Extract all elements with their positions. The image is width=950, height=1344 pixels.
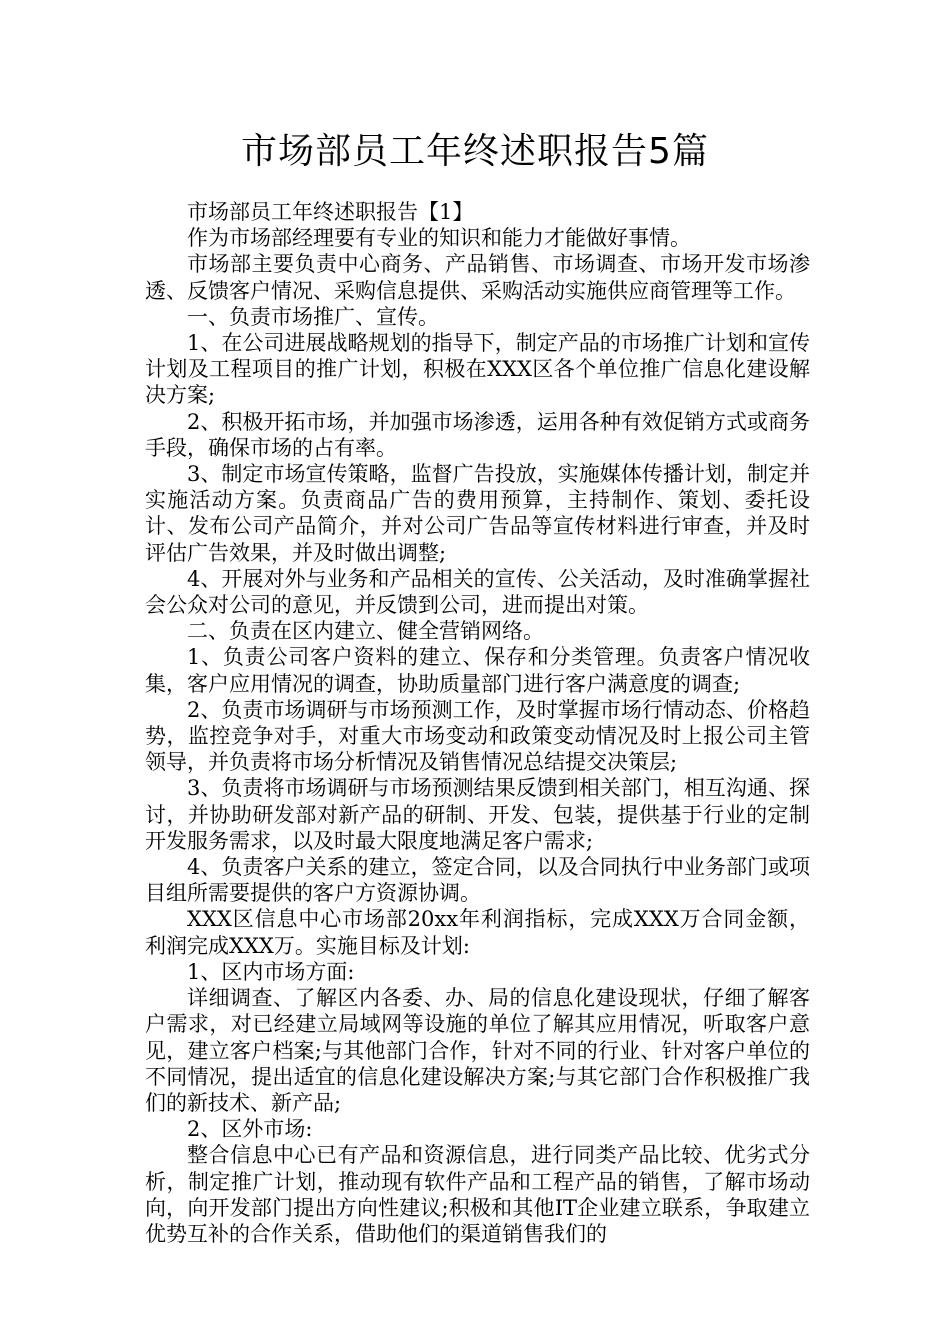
document-body bbox=[145, 199, 810, 1247]
paragraph: 市场部员工年终述职报告【1】 bbox=[187, 200, 474, 224]
document-title: 市场部员工年终述职报告5篇 bbox=[241, 131, 709, 172]
paragraph: 4、负责客户关系的建立，签定合同，以及合同执行中业务部门或项目组所需要提供的客户方资源协调。 bbox=[145, 855, 810, 906]
paragraph: 2、负责市场调研与市场预测工作，及时掌握市场行情动态、价格趋势，监控竞争对手，对重大市场变动和政策变动情况及时上报公司主管领导，并负责将市场分析情况及销售情况总结提交决策层; bbox=[145, 697, 810, 775]
paragraph: XXX区信息中心市场部20xx年利润指标，完成XXX万合同金额，利润完成XXX万。实施目标及计划: bbox=[145, 907, 810, 958]
paragraph: 1、负责公司客户资料的建立、保存和分类管理。负责客户情况收集，客户应用情况的调查，协助质量部门进行客户满意度的调查; bbox=[145, 645, 810, 696]
paragraph: 2、区外市场: bbox=[187, 1117, 313, 1142]
paragraph: 3、负责将市场调研与市场预测结果反馈到相关部门，相互沟通、探讨，并协助研发部对新产品的研制、开发、包装，提供基于行业的定制开发服务需求，以及时最大限度地满足客户需求; bbox=[145, 776, 810, 853]
paragraph: 整合信息中心已有产品和资源信息，进行同类产品比较、优劣式分析，制定推广计划，推动现有软件产品和工程产品的销售，了解市场动向，向开发部门提出方向性建议;积极和其他IT企业建立联系，争取建立优势互补的合作关系，借助他们的渠道销售我们的 bbox=[145, 1143, 810, 1246]
paragraph: 二、负责在区内建立、健全营销网络。 bbox=[187, 619, 544, 644]
paragraph: 2、积极开拓市场，并加强市场渗透，运用各种有效促销方式或商务手段，确保市场的占有率。 bbox=[145, 409, 810, 460]
paragraph: 1、在公司进展战略规划的指导下，制定产品的市场推广计划和宣传计划及工程项目的推广计划，积极在XXX区各个单位推广信息化建设解决方案; bbox=[145, 331, 810, 408]
paragraph: 4、开展对外与业务和产品相关的宣传、公关活动，及时准确掌握社会公众对公司的意见，并反馈到公司，进而提出对策。 bbox=[145, 566, 810, 618]
paragraph: 详细调查、了解区内各委、办、局的信息化建设现状，仔细了解客户需求，对已经建立局域网等设施的单位了解其应用情况，听取客户意见，建立客户档案;与其他部门合作，针对不同的行业、针对客户单位的不同情况，提出适宜的信息化建设解决方案;与其它部门合作积极推广我们的新技术、新产品; bbox=[145, 986, 810, 1115]
paragraph: 1、区内市场方面: bbox=[187, 959, 355, 984]
paragraph: 市场部主要负责中心商务、产品销售、市场调查、市场开发市场渗透、反馈客户情况、采购信息提供、采购活动实施供应商管理等工作。 bbox=[145, 252, 810, 303]
paragraph: 3、制定市场宣传策略，监督广告投放，实施媒体传播计划，制定并实施活动方案。负责商品广告的费用预算，主持制作、策划、委托设计、发布公司产品简介，并对公司广告品等宣传材料进行审查，并及时评估广告效果，并及时做出调整; bbox=[145, 462, 810, 565]
paragraph: 作为市场部经理要有专业的知识和能力才能做好事情。 bbox=[187, 226, 691, 251]
paragraph: 一、负责市场推广、宣传。 bbox=[187, 304, 439, 329]
